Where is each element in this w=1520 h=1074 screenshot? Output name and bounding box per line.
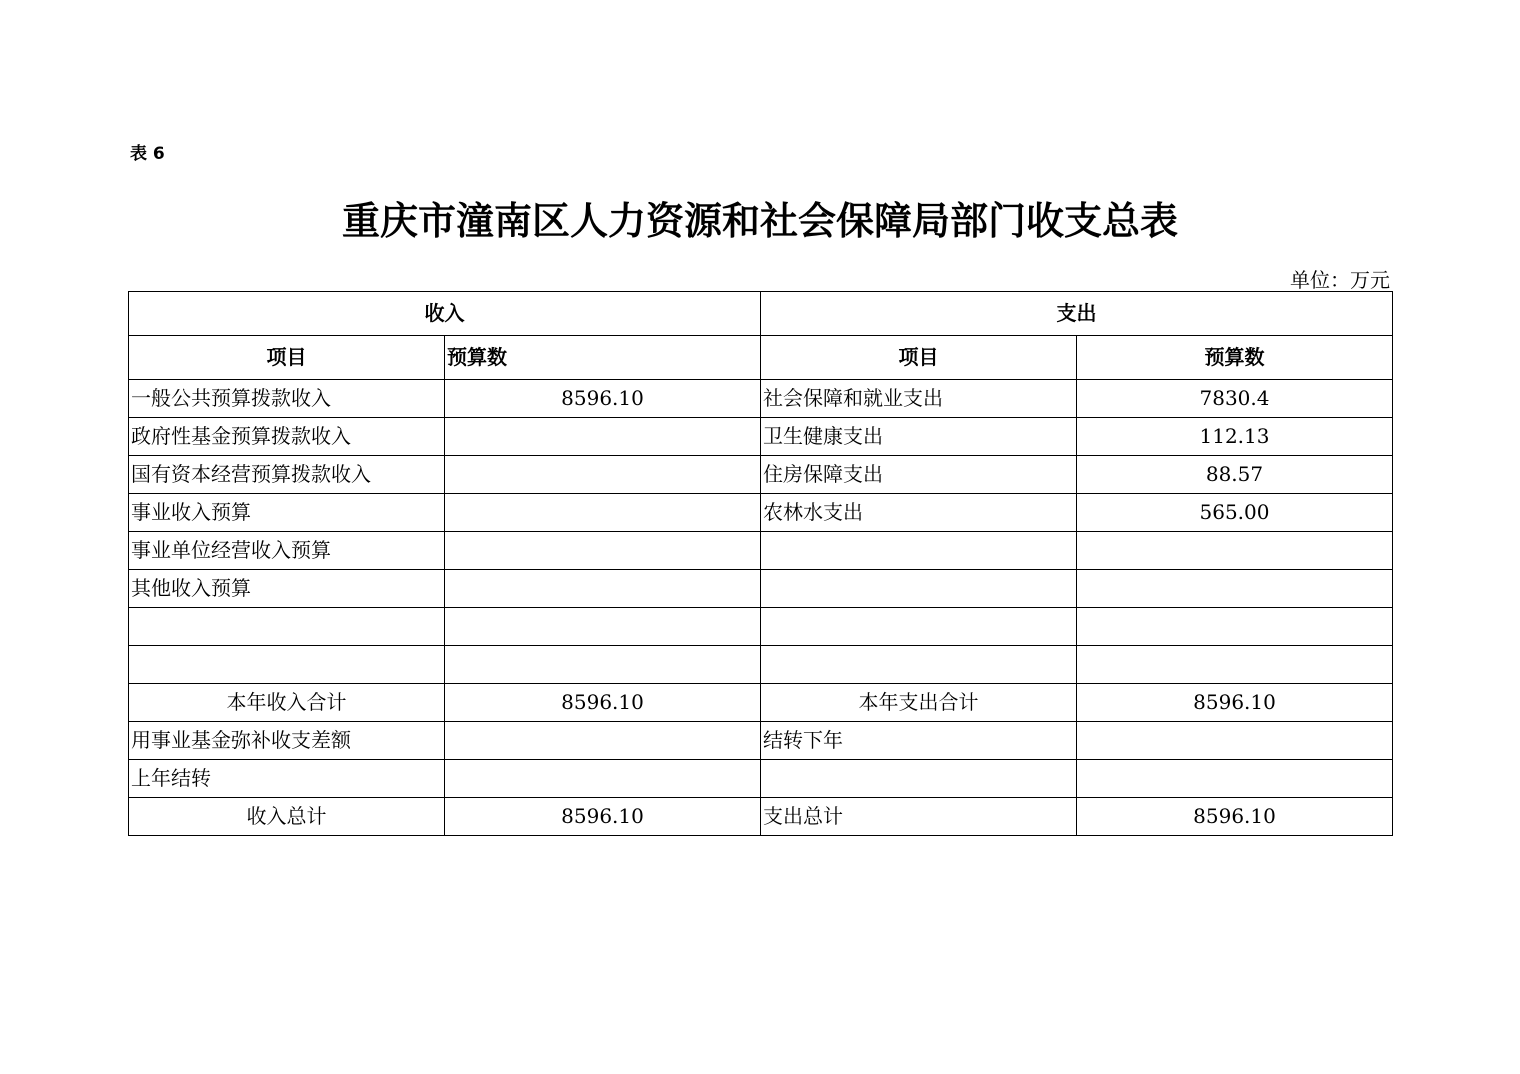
income-section-header: 收入 <box>129 292 761 336</box>
income-value-cell <box>445 570 761 608</box>
income-value-cell <box>445 418 761 456</box>
income-item-cell <box>129 646 445 684</box>
expense-item-cell <box>761 760 1077 798</box>
income-item-cell: 其他收入预算 <box>129 570 445 608</box>
expense-value-cell <box>1077 760 1393 798</box>
table-row <box>129 646 1393 684</box>
table-row <box>129 684 1393 722</box>
income-item-cell: 事业单位经营收入预算 <box>129 532 445 570</box>
income-expense-table <box>128 291 1393 836</box>
expense-item-cell: 本年支出合计 <box>761 684 1077 722</box>
expense-value-cell: 88.57 <box>1077 456 1393 494</box>
income-item-cell: 上年结转 <box>129 760 445 798</box>
income-value-cell <box>445 646 761 684</box>
expense-value-cell <box>1077 646 1393 684</box>
column-header-row <box>129 336 1393 380</box>
expense-value-cell <box>1077 570 1393 608</box>
income-value-cell: 8596.10 <box>445 380 761 418</box>
expense-item-cell <box>761 570 1077 608</box>
table-row <box>129 608 1393 646</box>
table-row <box>129 760 1393 798</box>
income-item-cell <box>129 608 445 646</box>
income-item-header: 项目 <box>129 336 445 380</box>
table-label: 表 6 <box>130 144 165 164</box>
income-item-cell: 事业收入预算 <box>129 494 445 532</box>
income-value-cell <box>445 532 761 570</box>
expense-value-cell: 565.00 <box>1077 494 1393 532</box>
expense-item-cell <box>761 532 1077 570</box>
expense-item-cell: 住房保障支出 <box>761 456 1077 494</box>
expense-value-cell <box>1077 722 1393 760</box>
expense-item-header: 项目 <box>761 336 1077 380</box>
expense-section-header: 支出 <box>761 292 1393 336</box>
table-row <box>129 722 1393 760</box>
table-row <box>129 532 1393 570</box>
table-row <box>129 570 1393 608</box>
expense-item-cell: 卫生健康支出 <box>761 418 1077 456</box>
income-value-cell <box>445 456 761 494</box>
income-item-cell: 收入总计 <box>129 798 445 836</box>
income-value-cell: 8596.10 <box>445 798 761 836</box>
expense-value-cell <box>1077 532 1393 570</box>
section-header-row <box>129 292 1393 336</box>
table-row <box>129 798 1393 836</box>
expense-value-cell: 8596.10 <box>1077 684 1393 722</box>
table-row <box>129 380 1393 418</box>
income-item-cell: 国有资本经营预算拨款收入 <box>129 456 445 494</box>
table-row <box>129 418 1393 456</box>
expense-value-cell <box>1077 608 1393 646</box>
table-row <box>129 456 1393 494</box>
expense-item-cell <box>761 608 1077 646</box>
expense-value-cell: 8596.10 <box>1077 798 1393 836</box>
income-value-cell: 8596.10 <box>445 684 761 722</box>
income-value-cell <box>445 722 761 760</box>
income-value-cell <box>445 608 761 646</box>
expense-item-cell: 结转下年 <box>761 722 1077 760</box>
income-budget-header: 预算数 <box>445 336 761 380</box>
income-item-cell: 一般公共预算拨款收入 <box>129 380 445 418</box>
expense-item-cell: 社会保障和就业支出 <box>761 380 1077 418</box>
expense-value-cell: 112.13 <box>1077 418 1393 456</box>
income-value-cell <box>445 760 761 798</box>
unit-label: 单位：万元 <box>1290 268 1390 292</box>
expense-item-cell <box>761 646 1077 684</box>
expense-value-cell: 7830.4 <box>1077 380 1393 418</box>
page-title: 重庆市潼南区人力资源和社会保障局部门收支总表 <box>341 199 1178 243</box>
expense-budget-header: 预算数 <box>1077 336 1393 380</box>
income-value-cell <box>445 494 761 532</box>
income-item-cell: 政府性基金预算拨款收入 <box>129 418 445 456</box>
table-row <box>129 494 1393 532</box>
expense-item-cell: 支出总计 <box>761 798 1077 836</box>
expense-item-cell: 农林水支出 <box>761 494 1077 532</box>
income-item-cell: 本年收入合计 <box>129 684 445 722</box>
income-item-cell: 用事业基金弥补收支差额 <box>129 722 445 760</box>
